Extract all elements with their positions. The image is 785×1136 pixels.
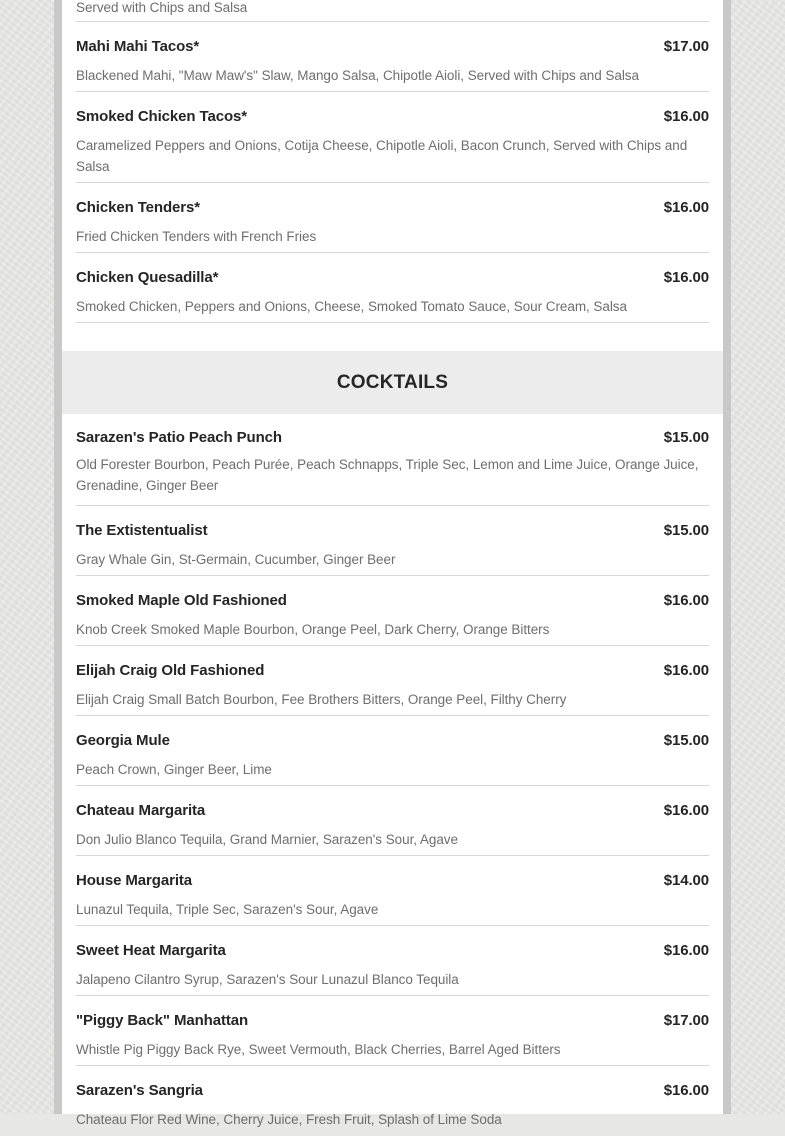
item-name: Georgia Mule xyxy=(76,732,170,749)
item-name: House Margarita xyxy=(76,872,193,889)
item-description: Old Forester Bourbon, Peach Purée, Peach Schnapps, Triple Sec, Lemon and Lime Juice, Orange Juice, Grenadine, Ginger Beer xyxy=(76,457,699,493)
item-price: $16.00 xyxy=(663,269,709,286)
item-description: Served with Chips and Salsa xyxy=(76,0,248,15)
panel-left-border xyxy=(54,0,62,1114)
list-item xyxy=(76,506,709,576)
item-price: $15.00 xyxy=(663,429,709,446)
section-title: COCKTAILS xyxy=(336,371,449,393)
item-price: $16.00 xyxy=(663,802,709,819)
list-item xyxy=(76,646,709,716)
item-description: Smoked Chicken, Peppers and Onions, Cheese, Smoked Tomato Sauce, Sour Cream, Salsa xyxy=(76,299,627,314)
list-item xyxy=(76,716,709,786)
entrees-list xyxy=(76,0,709,323)
item-name: Mahi Mahi Tacos* xyxy=(76,38,200,55)
list-item xyxy=(76,856,709,926)
list-item xyxy=(76,786,709,856)
item-description: Elijah Craig Small Batch Bourbon, Fee Brothers Bitters, Orange Peel, Filthy Cherry xyxy=(76,692,567,707)
item-description: Caramelized Peppers and Onions, Cotija Cheese, Chipotle Aioli, Bacon Crunch, Served with Chips and Salsa xyxy=(76,138,688,174)
item-description: Lunazul Tequila, Triple Sec, Sarazen's Sour, Agave xyxy=(76,902,379,917)
list-item xyxy=(76,996,709,1066)
item-price: $16.00 xyxy=(663,942,709,959)
item-price: $17.00 xyxy=(663,38,709,55)
item-price: $16.00 xyxy=(663,199,709,216)
item-name: Chicken Tenders* xyxy=(76,199,200,216)
item-name: Smoked Maple Old Fashioned xyxy=(76,592,287,609)
list-item xyxy=(76,414,709,506)
section-header-cocktails xyxy=(62,351,723,414)
item-name: Elijah Craig Old Fashioned xyxy=(76,662,265,679)
item-price: $14.00 xyxy=(663,872,709,889)
list-item xyxy=(76,1066,709,1136)
list-item xyxy=(76,183,709,253)
list-item xyxy=(76,22,709,92)
item-price: $16.00 xyxy=(663,662,709,679)
item-name: Sarazen's Patio Peach Punch xyxy=(76,429,282,446)
list-item xyxy=(76,926,709,996)
item-description: Peach Crown, Ginger Beer, Lime xyxy=(76,762,272,777)
list-item xyxy=(76,0,709,22)
item-name: Sarazen's Sangria xyxy=(76,1082,203,1099)
item-name: Sweet Heat Margarita xyxy=(76,942,226,959)
item-description: Knob Creek Smoked Maple Bourbon, Orange Peel, Dark Cherry, Orange Bitters xyxy=(76,622,550,637)
item-description: Gray Whale Gin, St-Germain, Cucumber, Ginger Beer xyxy=(76,552,396,567)
item-name: The Extistentualist xyxy=(76,522,208,539)
item-price: $16.00 xyxy=(663,108,709,125)
list-item xyxy=(76,253,709,323)
item-description: Chateau Flor Red Wine, Cherry Juice, Fresh Fruit, Splash of Lime Soda xyxy=(76,1112,502,1127)
item-price: $16.00 xyxy=(663,592,709,609)
item-description: Fried Chicken Tenders with French Fries xyxy=(76,229,317,244)
item-price: $16.00 xyxy=(663,1082,709,1099)
item-description: Blackened Mahi, "Maw Maw's" Slaw, Mango Salsa, Chipotle Aioli, Served with Chips and Salsa xyxy=(76,68,639,83)
cocktails-list xyxy=(76,414,709,1136)
panel-right-border xyxy=(723,0,731,1114)
item-description: Whistle Pig Piggy Back Rye, Sweet Vermouth, Black Cherries, Barrel Aged Bitters xyxy=(76,1042,561,1057)
item-name: Chicken Quesadilla* xyxy=(76,269,219,286)
list-item xyxy=(76,92,709,183)
item-description: Don Julio Blanco Tequila, Grand Marnier, Sarazen's Sour, Agave xyxy=(76,832,458,847)
item-name: Chateau Margarita xyxy=(76,802,206,819)
item-name: Smoked Chicken Tacos* xyxy=(76,108,248,125)
menu-panel xyxy=(62,0,723,1127)
item-description: Jalapeno Cilantro Syrup, Sarazen's Sour Lunazul Blanco Tequila xyxy=(76,972,459,987)
item-name: "Piggy Back" Manhattan xyxy=(76,1012,249,1029)
item-price: $15.00 xyxy=(663,522,709,539)
item-price: $17.00 xyxy=(663,1012,709,1029)
item-price: $15.00 xyxy=(663,732,709,749)
list-item xyxy=(76,576,709,646)
